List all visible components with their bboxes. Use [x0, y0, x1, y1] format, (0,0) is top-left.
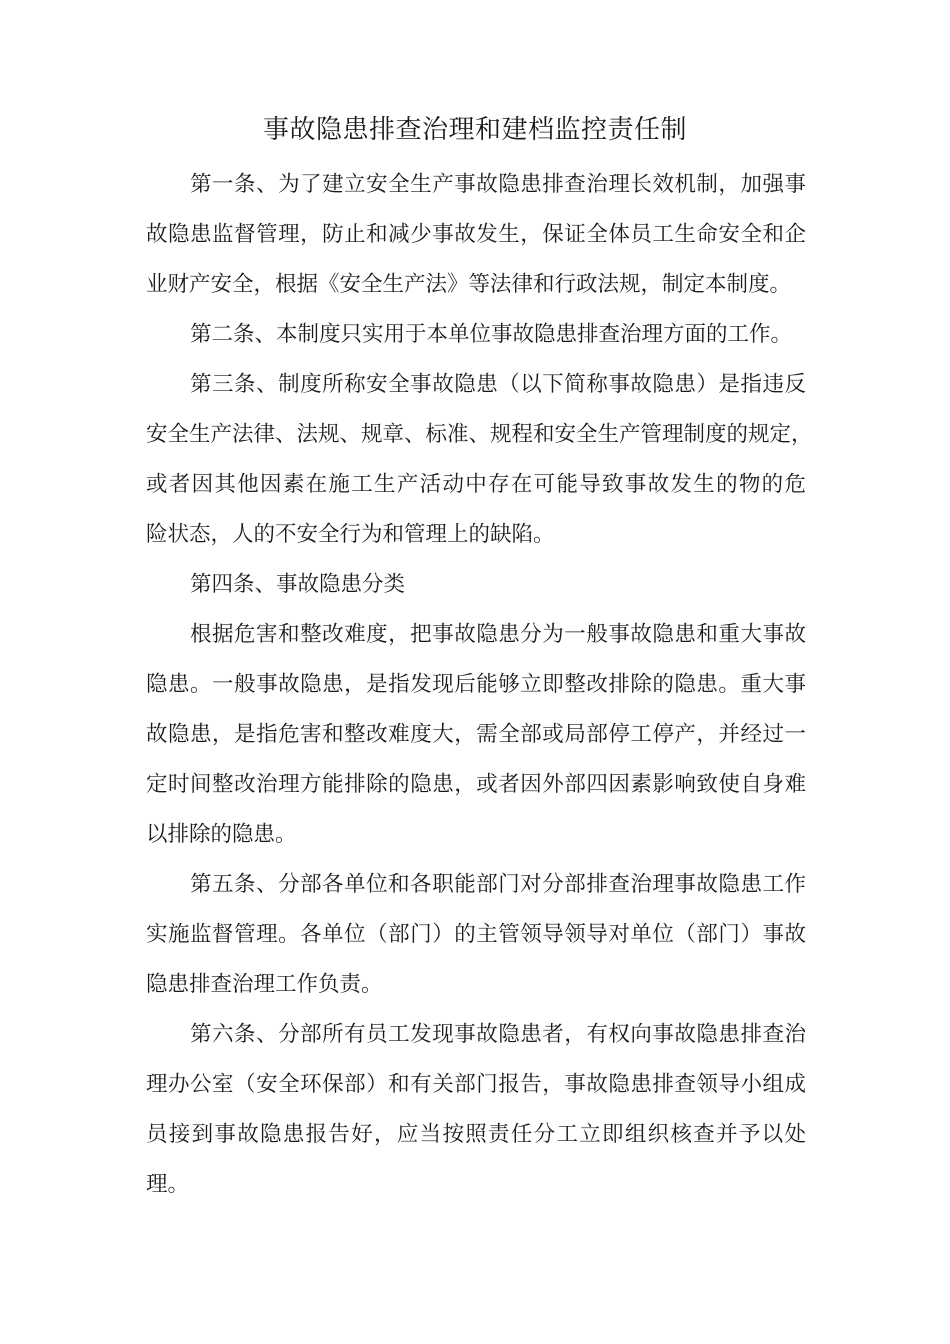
article-5-line-1: 第五条、分部各单位和各职能部门对分部排查治理事故隐患工作 — [190, 872, 806, 897]
article-4-line-4: 定时间整改治理方能排除的隐患，或者因外部四因素影响致使自身难 — [146, 772, 806, 797]
article-4-line-2: 隐患。一般事故隐患，是指发现后能够立即整改排除的隐患。重大事 — [146, 672, 806, 697]
article-1-line-3: 业财产安全，根据《安全生产法》等法律和行政法规，制定本制度。 — [146, 272, 792, 297]
article-3-line-1: 第三条、制度所称安全事故隐患（以下简称事故隐患）是指违反 — [190, 372, 806, 397]
article-3-line-3: 或者因其他因素在施工生产活动中存在可能导致事故发生的物的危 — [146, 472, 806, 497]
article-4-line-1: 根据危害和整改难度，把事故隐患分为一般事故隐患和重大事故 — [190, 622, 806, 647]
article-6-line-3: 员接到事故隐患报告好，应当按照责任分工立即组织核查并予以处 — [146, 1122, 806, 1147]
document-title: 事故隐患排查治理和建档监控责任制 — [262, 115, 687, 145]
article-5-line-3: 隐患排查治理工作负责。 — [146, 972, 383, 997]
article-4-heading: 第四条、事故隐患分类 — [190, 572, 406, 597]
article-4-line-3: 故隐患，是指危害和整改难度大，需全部或局部停工停产，并经过一 — [146, 722, 806, 747]
article-2-line-1: 第二条、本制度只实用于本单位事故隐患排查治理方面的工作。 — [190, 322, 793, 347]
article-3-line-4: 险状态，人的不安全行为和管理上的缺陷。 — [146, 522, 555, 547]
article-4-line-5: 以排除的隐患。 — [146, 822, 297, 847]
article-6-line-4: 理。 — [146, 1172, 190, 1197]
article-6-line-2: 理办公室（安全环保部）和有关部门报告，事故隐患排查领导小组成 — [146, 1072, 806, 1097]
article-5-line-2: 实施监督管理。各单位（部门）的主管领导领导对单位（部门）事故 — [146, 922, 806, 947]
article-1-line-1: 第一条、为了建立安全生产事故隐患排查治理长效机制，加强事 — [190, 172, 806, 197]
article-1-line-2: 故隐患监督管理，防止和减少事故发生，保证全体员工生命安全和企 — [146, 222, 806, 247]
article-3-line-2: 安全生产法律、法规、规章、标准、规程和安全生产管理制度的规定， — [146, 422, 813, 447]
article-6-line-1: 第六条、分部所有员工发现事故隐患者，有权向事故隐患排查治 — [190, 1022, 806, 1047]
